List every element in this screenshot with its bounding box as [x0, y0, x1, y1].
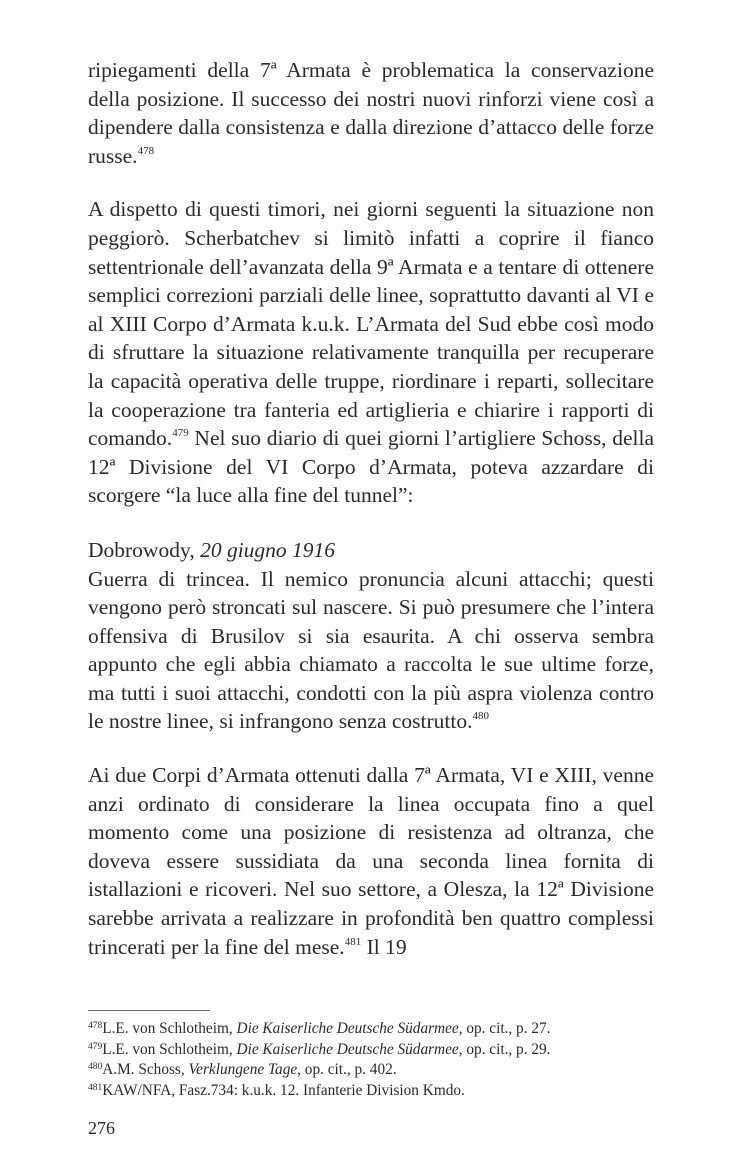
page-number: 276	[88, 1118, 115, 1138]
footnote-number: 480	[88, 1062, 103, 1073]
page-body	[88, 56, 654, 961]
paragraph-2-continuation: Nel suo diario di quei giorni l’artigliere Schoss, della 12ª Divisione del VI Corpo d’Armata, poteva azzardare di scorgere “la luce alla fine del tunnel”:	[88, 426, 654, 508]
diary-entry-text: Guerra di trincea. Il nemico pronuncia alcuni attacchi; questi vengono però stroncati sul nascere. Si può presumere che l’intera offensiva di Brusilov si sia esaurita. A chi osserva sembra appunto che egli abbia chiamato a raccolta le sue ultime forze, ma tutti i suoi attacchi, condotti con la più aspra violenza contro le nostre linee, si infrangono senza costrutto.	[88, 566, 654, 734]
paragraph-1-text: ripiegamenti della 7ª Armata è problematica la conservazione della posizione. Il successo dei nostri nuovi rinforzi viene così a dipendere dalla consistenza e dalla direzione d’attacco delle forze russe.	[88, 58, 654, 168]
footnote-author: L.E. von Schlotheim,	[102, 1020, 237, 1037]
footnote-number: 479	[88, 1041, 103, 1052]
diary-entry-text-block	[88, 565, 654, 737]
footnote-ref-480[interactable]: 480	[472, 710, 490, 723]
footnote-number: 478	[88, 1021, 103, 1031]
diary-entry-date: 20 giugno 1916	[200, 537, 336, 562]
diary-entry-place: Dobrowody,	[88, 537, 201, 562]
footnote-ref-478[interactable]: 478	[137, 144, 155, 157]
footnote-citation: , op. cit., p. 29.	[458, 1040, 551, 1058]
footnote-481	[88, 1081, 654, 1102]
paragraph-3	[88, 761, 654, 961]
diary-quote	[88, 536, 654, 736]
footnote-title: Die Kaiserliche Deutsche Südarmee	[236, 1040, 459, 1058]
footnote-478	[88, 1019, 654, 1040]
footnotes	[88, 1019, 654, 1101]
footnote-author: L.E. von Schlotheim,	[102, 1040, 237, 1058]
diary-entry-heading	[88, 536, 654, 565]
footnote-480	[88, 1060, 654, 1081]
footnote-author: A.M. Schoss,	[102, 1061, 189, 1079]
footnote-ref-481[interactable]: 481	[344, 935, 362, 948]
footnote-ref-479[interactable]: 479	[172, 427, 189, 440]
paragraph-2	[88, 195, 654, 510]
paragraph-2-text: A dispetto di questi timori, nei giorni seguenti la situazione non peggiorò. Scherbatchev si limitò infatti a coprire il fianco settentrionale dell’avanzata della 9ª Armata e a tentare di ottenere semplici correzioni parziali delle linee, soprattutto davanti al VI e al XIII Corpo d’Armata k.u.k. L’Armata del Sud ebbe così modo di sfruttare la situazione relativamente tranquilla per recuperare la capacità operativa delle truppe, riordinare i reparti, sollecitare la cooperazione tra fanteria ed artiglieria e chiarire i rapporti di comando.	[88, 197, 654, 451]
footnote-author: KAW/NFA, Fasz.734: k.u.k. 12. Infanterie Division Kmdo.	[102, 1081, 465, 1099]
footnote-citation: , op. cit., p. 402.	[297, 1061, 397, 1079]
paragraph-1	[88, 56, 654, 170]
footnote-number: 481	[88, 1082, 103, 1093]
footnote-title: Verklungene Tage	[188, 1061, 298, 1079]
paragraph-3-continuation: Il 19	[361, 934, 407, 959]
footnote-citation: , op. cit., p. 27.	[458, 1020, 551, 1037]
footnote-479	[88, 1040, 654, 1061]
footnote-divider	[88, 1010, 210, 1011]
paragraph-3-text: Ai due Corpi d’Armata ottenuti dalla 7ª Armata, VI e XIII, venne anzi ordinato di considerare la linea occupata fino a quel momento come una posizione di resistenza ad oltranza, che doveva essere sussidiata da una seconda linea fornita di istallazioni e ricoveri. Nel suo settore, a Olesza, la 12ª Divisione sarebbe arrivata a realizzare in profondità ben quattro complessi trincerati per la fine del mese.	[88, 763, 654, 959]
footnote-title: Die Kaiserliche Deutsche Südarmee	[236, 1020, 459, 1037]
